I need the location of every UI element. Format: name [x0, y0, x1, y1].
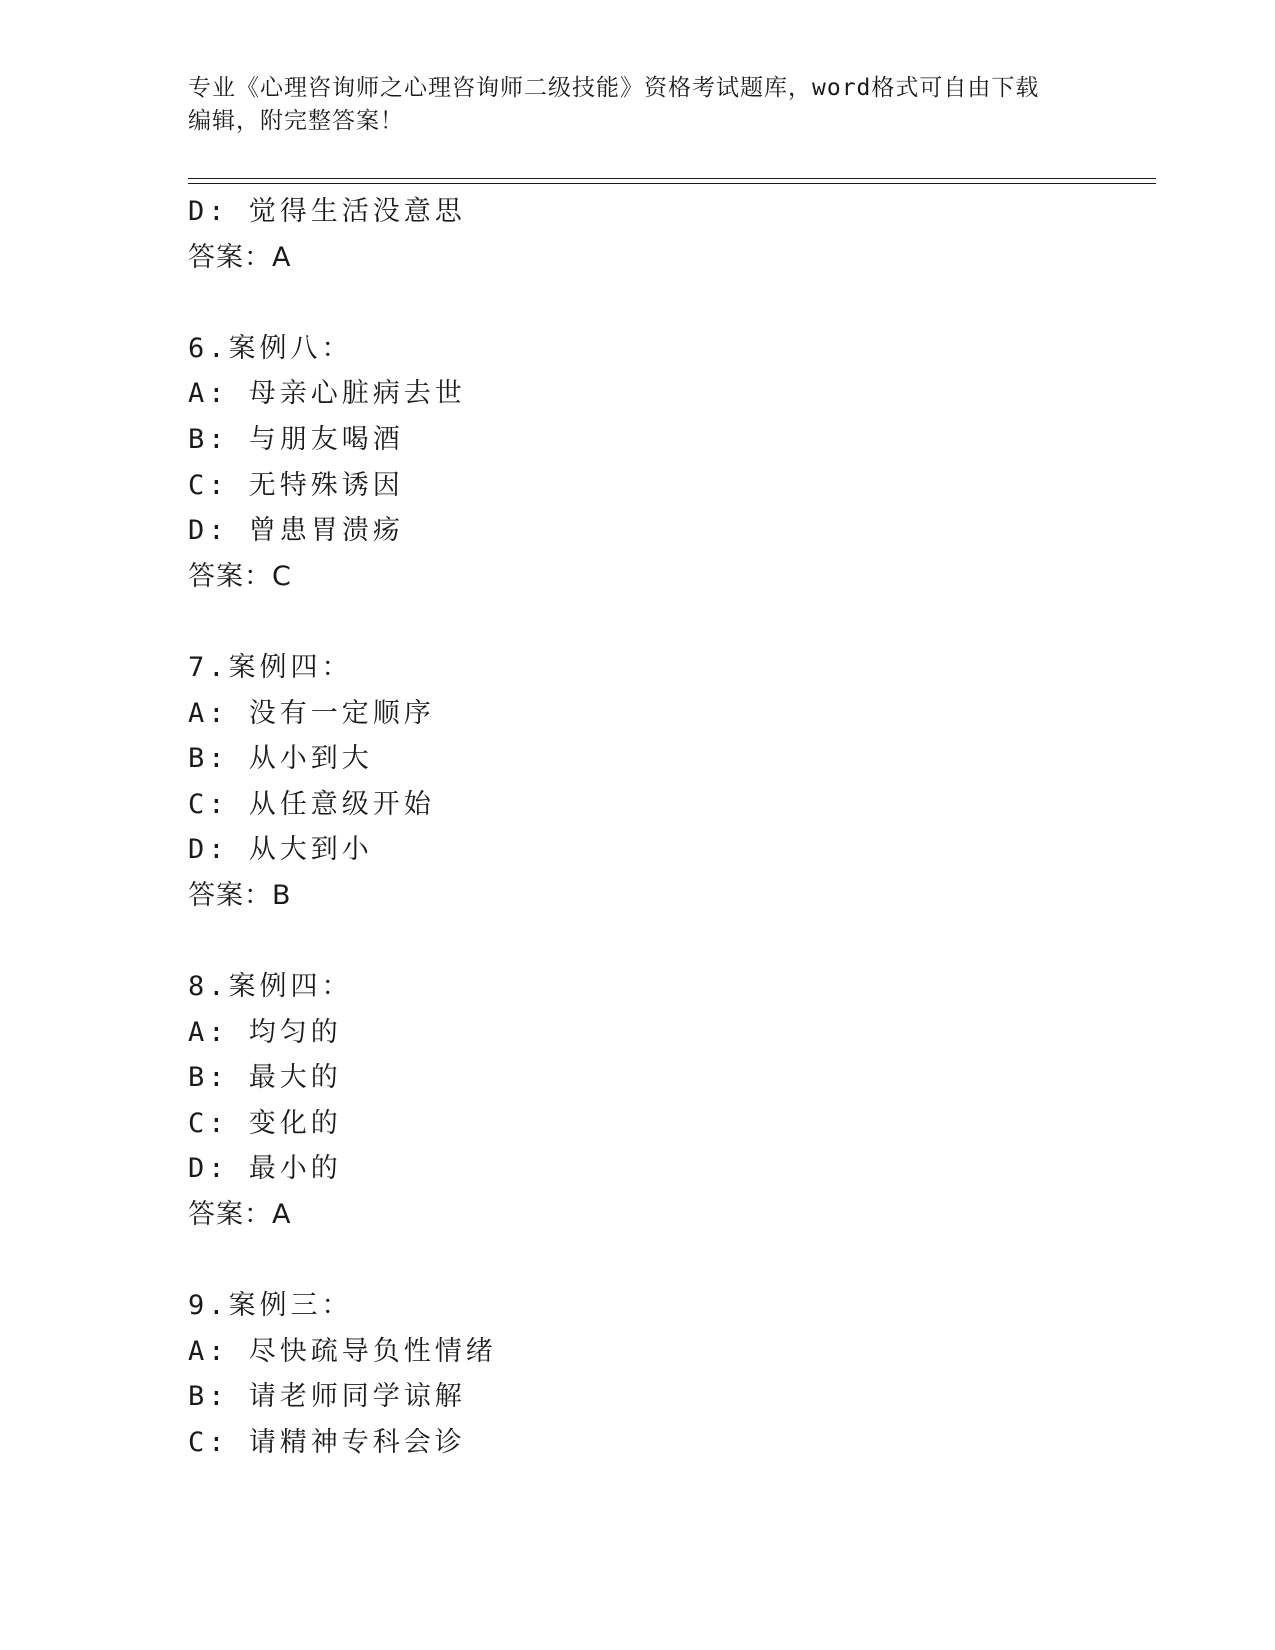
- option-d: D: 觉得生活没意思: [188, 196, 466, 227]
- answer-line: 答案：C: [188, 560, 292, 592]
- option-a: A: 母亲心脏病去世: [188, 378, 466, 410]
- option-b: B: 请老师同学谅解: [188, 1381, 466, 1413]
- option-c: C: 请精神专科会诊: [188, 1427, 466, 1459]
- option-c: C: 从任意级开始: [188, 788, 435, 820]
- document-header: [188, 72, 1088, 138]
- option-a: A: 均匀的: [188, 1016, 342, 1048]
- spacer: [188, 599, 1156, 645]
- option-a: A: 没有一定顺序: [188, 697, 435, 729]
- question-8: [188, 964, 1156, 1238]
- option-c: C: 变化的: [188, 1107, 342, 1139]
- answer-line: 答案：A: [188, 241, 292, 273]
- spacer: [188, 919, 1156, 965]
- question-title: 9.案例三：: [188, 1290, 353, 1322]
- question-title: 6.案例八：: [188, 332, 353, 364]
- question-title: 8.案例四：: [188, 971, 353, 1003]
- question-7: [188, 645, 1156, 919]
- question-list: [188, 189, 1156, 1466]
- option-c: C: 无特殊诱因: [188, 469, 404, 501]
- option-a: A: 尽快疏导负性情绪: [188, 1335, 497, 1367]
- spacer: [188, 280, 1156, 326]
- option-b: B: 最大的: [188, 1062, 342, 1094]
- question-9: [188, 1283, 1156, 1465]
- question-5-tail: [188, 189, 1156, 280]
- header-line-1: 专业《心理咨询师之心理咨询师二级技能》资格考试题库，word格式可自由下载: [188, 75, 1040, 101]
- question-6: [188, 326, 1156, 600]
- spacer: [188, 1238, 1156, 1284]
- option-d: D: 从大到小: [188, 834, 373, 866]
- option-b: B: 与朋友喝酒: [188, 423, 404, 455]
- header-divider-bottom: [188, 183, 1156, 184]
- option-b: B: 从小到大: [188, 743, 373, 775]
- answer-line: 答案：A: [188, 1199, 292, 1231]
- header-line-2: 编辑，附完整答案！: [188, 108, 404, 134]
- answer-line: 答案：B: [188, 879, 292, 911]
- option-d: D: 曾患胃溃疡: [188, 515, 404, 547]
- header-divider-top: [188, 178, 1156, 179]
- question-title: 7.案例四：: [188, 651, 353, 683]
- option-d: D: 最小的: [188, 1153, 342, 1185]
